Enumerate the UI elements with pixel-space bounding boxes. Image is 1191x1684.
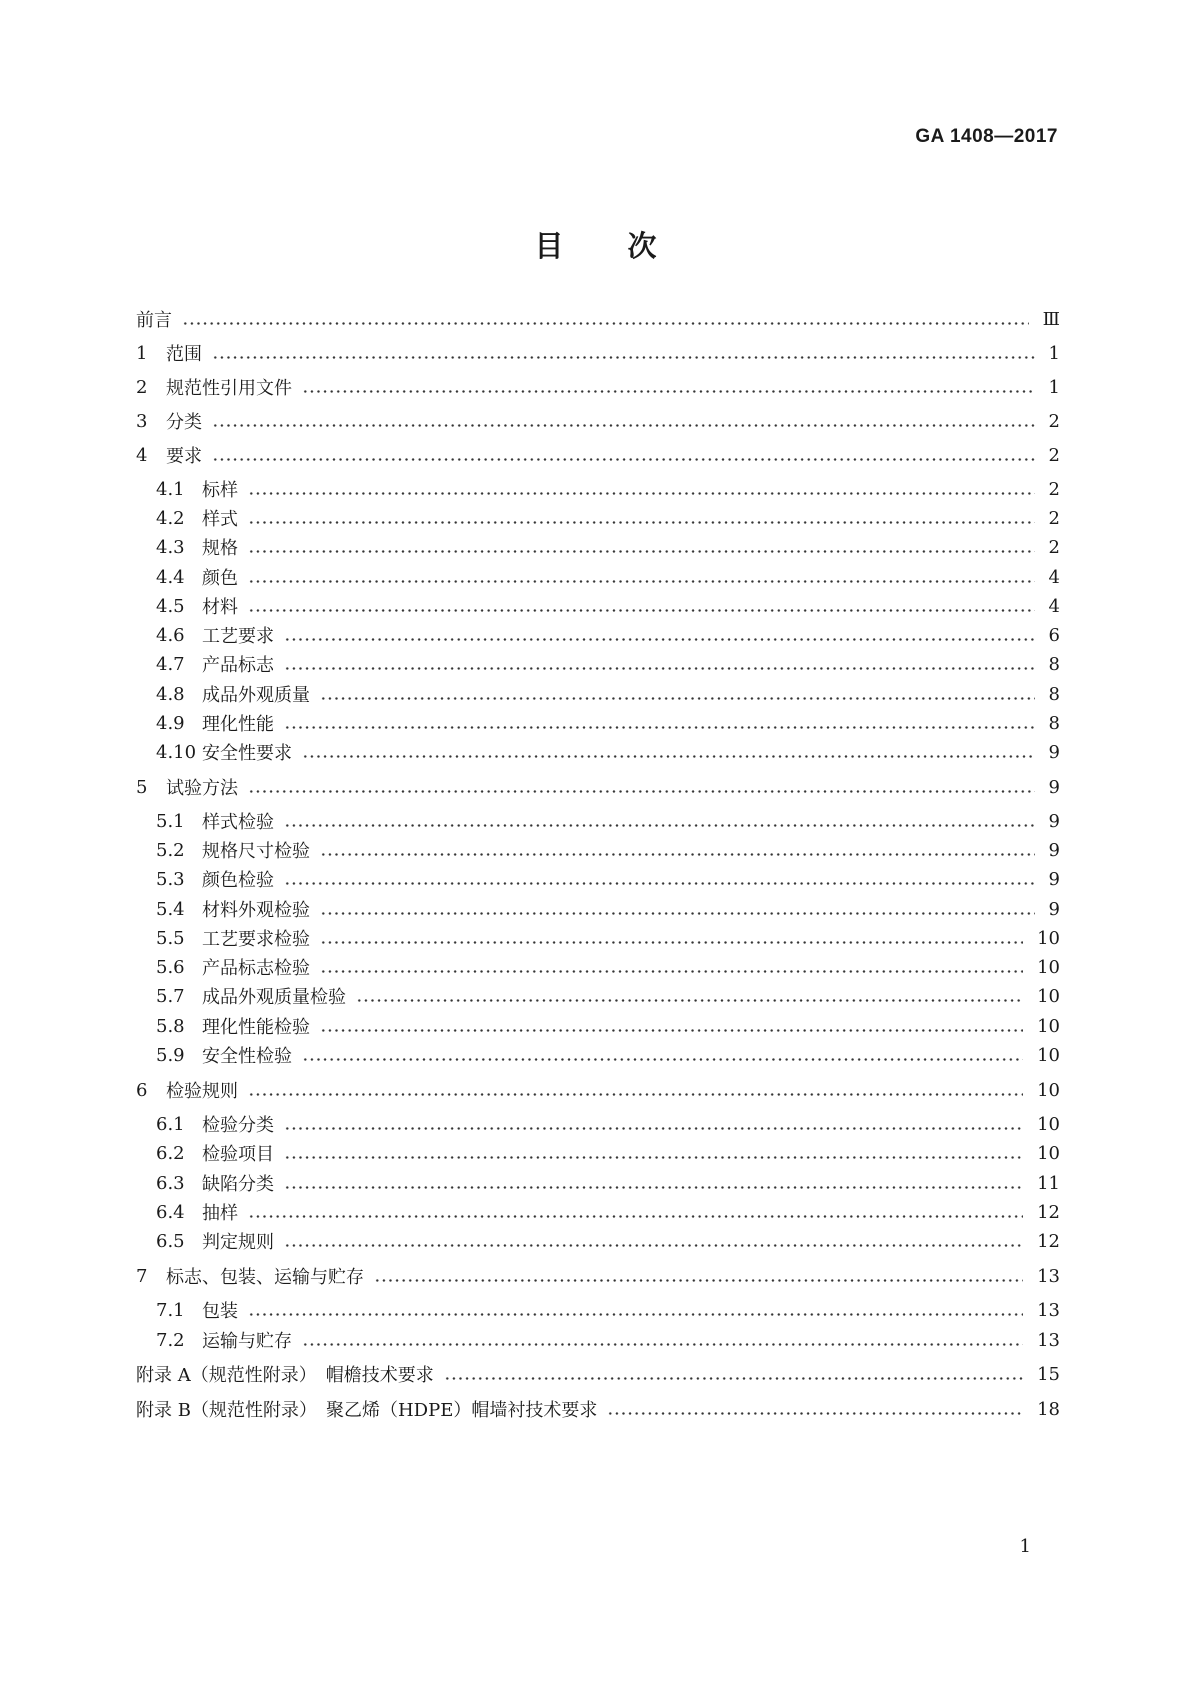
toc-leader-dots bbox=[444, 1365, 1023, 1383]
toc-entry-number: 5.3 bbox=[156, 868, 185, 890]
toc-entry-number: 4.4 bbox=[156, 566, 185, 588]
toc-entry-page: 15 bbox=[1037, 1363, 1060, 1385]
toc-leader-dots bbox=[320, 929, 1023, 947]
toc-entry-title: 要求 bbox=[166, 446, 202, 467]
toc-leader-dots bbox=[212, 344, 1035, 362]
toc-entry[interactable] bbox=[136, 1263, 1060, 1289]
toc-entry[interactable] bbox=[156, 1297, 1060, 1323]
toc-entry-title: 理化性能检验 bbox=[202, 1017, 310, 1038]
toc-leader-dots bbox=[284, 812, 1035, 830]
toc-entry-page: 11 bbox=[1037, 1172, 1060, 1194]
toc-entry-page: 2 bbox=[1048, 444, 1060, 466]
toc-entry-number: 5.1 bbox=[156, 810, 185, 832]
toc-entry-title: 材料 bbox=[202, 597, 238, 618]
toc-entry-page: 2 bbox=[1048, 507, 1060, 529]
toc-entry-title: 检验分类 bbox=[202, 1115, 274, 1136]
toc-entry[interactable] bbox=[156, 1013, 1060, 1039]
toc-entry-page: 2 bbox=[1048, 536, 1060, 558]
toc-entry[interactable] bbox=[156, 534, 1060, 560]
toc-entry[interactable] bbox=[156, 1228, 1060, 1254]
toc-entry-page: 10 bbox=[1037, 1015, 1060, 1037]
toc-leader-dots bbox=[284, 870, 1035, 888]
toc-entry-page: 4 bbox=[1048, 595, 1060, 617]
toc-entry-page: 8 bbox=[1048, 653, 1060, 675]
toc-entry[interactable] bbox=[136, 306, 1060, 332]
toc-entry-title: 抽样 bbox=[202, 1203, 238, 1224]
toc-entry-number: 4.6 bbox=[156, 624, 185, 646]
toc-entry-title: 规格 bbox=[202, 538, 238, 559]
toc-entry-number: 1 bbox=[136, 342, 148, 364]
toc-leader-dots bbox=[284, 1232, 1023, 1250]
toc-entry-page: 10 bbox=[1037, 1113, 1060, 1135]
toc-entry-title: 附录 B（规范性附录） 聚乙烯（HDPE）帽墙衬技术要求 bbox=[136, 1400, 598, 1421]
toc-leader-dots bbox=[248, 538, 1035, 556]
toc-entry-number: 5.9 bbox=[156, 1044, 185, 1066]
toc-entry-number: 6.4 bbox=[156, 1201, 185, 1223]
toc-entry[interactable] bbox=[156, 593, 1060, 619]
toc-leader-dots bbox=[248, 480, 1035, 498]
toc-entry-page: 12 bbox=[1037, 1201, 1060, 1223]
toc-leader-dots bbox=[302, 743, 1035, 761]
toc-entry-page: 9 bbox=[1048, 776, 1060, 798]
toc-entry-page: 9 bbox=[1048, 868, 1060, 890]
toc-entry-page: 9 bbox=[1048, 741, 1060, 763]
toc-entry[interactable] bbox=[136, 1077, 1060, 1103]
toc-entry[interactable] bbox=[136, 1361, 1060, 1387]
toc-entry-number: 4.10 bbox=[156, 741, 197, 763]
toc-entry-title: 判定规则 bbox=[202, 1232, 274, 1253]
toc-entry-title: 材料外观检验 bbox=[202, 900, 310, 921]
toc-entry-page: 9 bbox=[1048, 839, 1060, 861]
toc-leader-dots bbox=[248, 1081, 1023, 1099]
toc-entry-number: 2 bbox=[136, 376, 148, 398]
toc-entry[interactable] bbox=[156, 1111, 1060, 1137]
toc-entry[interactable] bbox=[156, 925, 1060, 951]
toc-title-char-1: 目 bbox=[534, 229, 564, 263]
toc-entry-title: 检验项目 bbox=[202, 1144, 274, 1165]
toc-entry-title: 理化性能 bbox=[202, 714, 274, 735]
toc-entry-title: 标志、包装、运输与贮存 bbox=[166, 1267, 364, 1288]
toc-leader-dots bbox=[248, 568, 1035, 586]
toc-entry-title: 产品标志检验 bbox=[202, 958, 310, 979]
toc-entry-number: 4.2 bbox=[156, 507, 185, 529]
toc-entry-number: 4.8 bbox=[156, 683, 185, 705]
toc-leader-dots bbox=[248, 778, 1035, 796]
toc-entry[interactable] bbox=[156, 983, 1060, 1009]
toc-leader-dots bbox=[320, 900, 1035, 918]
toc-entry-title: 范围 bbox=[166, 344, 202, 365]
toc-entry[interactable] bbox=[136, 442, 1060, 468]
toc-entry[interactable] bbox=[136, 408, 1060, 434]
toc-entry[interactable] bbox=[156, 651, 1060, 677]
toc-entry-page: 8 bbox=[1048, 712, 1060, 734]
toc-leader-dots bbox=[302, 1331, 1023, 1349]
toc-entry-title: 安全性检验 bbox=[202, 1046, 292, 1067]
toc-title-char-2: 次 bbox=[627, 229, 657, 263]
toc-entry-page: 13 bbox=[1037, 1329, 1060, 1351]
toc-entry-page: 2 bbox=[1048, 478, 1060, 500]
toc-entry[interactable] bbox=[156, 1170, 1060, 1196]
toc-entry-title: 缺陷分类 bbox=[202, 1174, 274, 1195]
toc-leader-dots bbox=[248, 509, 1035, 527]
toc-entry-number: 7 bbox=[136, 1265, 148, 1287]
toc-entry-page: 10 bbox=[1037, 956, 1060, 978]
toc-entry-title: 附录 A（规范性附录） 帽檐技术要求 bbox=[136, 1365, 434, 1386]
toc-entry-number: 5 bbox=[136, 776, 148, 798]
toc-leader-dots bbox=[356, 987, 1023, 1005]
toc-entry-title: 成品外观质量检验 bbox=[202, 987, 346, 1008]
toc-entry-page: 10 bbox=[1037, 927, 1060, 949]
toc-entry-title: 产品标志 bbox=[202, 655, 274, 676]
toc-entry-page: 10 bbox=[1037, 1044, 1060, 1066]
toc-entry-title: 标样 bbox=[202, 480, 238, 501]
toc-entry-number: 6.2 bbox=[156, 1142, 185, 1164]
toc-entry[interactable] bbox=[156, 1042, 1060, 1068]
toc-entry-page: 13 bbox=[1037, 1299, 1060, 1321]
toc-entry-page: 4 bbox=[1048, 566, 1060, 588]
toc-entry[interactable] bbox=[156, 954, 1060, 980]
toc-entry-number: 5.6 bbox=[156, 956, 185, 978]
toc-entry-title: 试验方法 bbox=[166, 778, 238, 799]
toc-leader-dots bbox=[320, 685, 1035, 703]
toc-entry-title: 样式检验 bbox=[202, 812, 274, 833]
standard-code: GA 1408—2017 bbox=[915, 126, 1058, 147]
toc-entry-number: 4.3 bbox=[156, 536, 185, 558]
toc-entry-title: 成品外观质量 bbox=[202, 685, 310, 706]
toc-entry[interactable] bbox=[136, 1396, 1060, 1422]
toc-entry-number: 7.2 bbox=[156, 1329, 185, 1351]
toc-entry[interactable] bbox=[156, 739, 1060, 765]
toc-entry-number: 6 bbox=[136, 1079, 148, 1101]
toc-entry-number: 5.2 bbox=[156, 839, 185, 861]
toc-leader-dots bbox=[182, 310, 1029, 328]
toc-entry[interactable] bbox=[156, 1199, 1060, 1225]
toc-entry[interactable] bbox=[136, 774, 1060, 800]
toc-entry-title: 规范性引用文件 bbox=[166, 378, 292, 399]
toc-entry-page: 10 bbox=[1037, 1142, 1060, 1164]
toc-leader-dots bbox=[248, 1203, 1023, 1221]
toc-entry[interactable] bbox=[136, 340, 1060, 366]
toc-leader-dots bbox=[212, 446, 1035, 464]
toc-leader-dots bbox=[284, 626, 1035, 644]
toc-entry[interactable] bbox=[156, 837, 1060, 863]
toc-entry-page: Ⅲ bbox=[1042, 308, 1060, 330]
toc-entry-number: 4 bbox=[136, 444, 148, 466]
toc-entry-page: 2 bbox=[1048, 410, 1060, 432]
toc-entry[interactable] bbox=[156, 1327, 1060, 1353]
toc-entry-title: 安全性要求 bbox=[202, 743, 292, 764]
toc-entry[interactable] bbox=[156, 476, 1060, 502]
toc-entry[interactable] bbox=[156, 808, 1060, 834]
toc-entry-number: 6.1 bbox=[156, 1113, 185, 1135]
toc-entry-number: 5.5 bbox=[156, 927, 185, 949]
page-number: 1 bbox=[1019, 1536, 1031, 1557]
toc-entry[interactable] bbox=[156, 681, 1060, 707]
toc-leader-dots bbox=[607, 1400, 1023, 1418]
toc-entry[interactable] bbox=[156, 896, 1060, 922]
toc-entry[interactable] bbox=[156, 564, 1060, 590]
toc-entry-title: 样式 bbox=[202, 509, 238, 530]
toc-entry[interactable] bbox=[136, 374, 1060, 400]
toc-leader-dots bbox=[248, 1301, 1023, 1319]
toc-entry-number: 4.1 bbox=[156, 478, 185, 500]
toc-leader-dots bbox=[320, 958, 1023, 976]
toc-entry-title: 工艺要求检验 bbox=[202, 929, 310, 950]
toc-entry-page: 10 bbox=[1037, 985, 1060, 1007]
toc-entry[interactable] bbox=[156, 505, 1060, 531]
toc-entry-page: 1 bbox=[1048, 376, 1060, 398]
toc-leader-dots bbox=[320, 1017, 1023, 1035]
toc-entry-number: 4.9 bbox=[156, 712, 185, 734]
toc-entry[interactable] bbox=[156, 710, 1060, 736]
toc-entry-page: 13 bbox=[1037, 1265, 1060, 1287]
toc-entry-title: 分类 bbox=[166, 412, 202, 433]
toc-entry-page: 6 bbox=[1048, 624, 1060, 646]
toc-entry-page: 8 bbox=[1048, 683, 1060, 705]
toc-entry-title: 颜色 bbox=[202, 568, 238, 589]
toc-leader-dots bbox=[248, 597, 1035, 615]
toc-entry-number: 5.4 bbox=[156, 898, 185, 920]
toc-entry-title: 运输与贮存 bbox=[202, 1331, 292, 1352]
toc-entry-title: 包装 bbox=[202, 1301, 238, 1322]
toc-entry-number: 6.3 bbox=[156, 1172, 185, 1194]
toc-entry-number: 4.7 bbox=[156, 653, 185, 675]
toc-leader-dots bbox=[212, 412, 1035, 430]
toc-entry-number: 3 bbox=[136, 410, 148, 432]
toc-entry-number: 5.8 bbox=[156, 1015, 185, 1037]
toc-entry-page: 12 bbox=[1037, 1230, 1060, 1252]
toc-leader-dots bbox=[374, 1267, 1023, 1285]
toc-leader-dots bbox=[302, 378, 1035, 396]
toc-entry-title: 前言 bbox=[136, 310, 172, 331]
toc-entry-number: 6.5 bbox=[156, 1230, 185, 1252]
toc-leader-dots bbox=[284, 655, 1035, 673]
toc-entry-number: 4.5 bbox=[156, 595, 185, 617]
toc-leader-dots bbox=[284, 714, 1035, 732]
toc-entry-title: 工艺要求 bbox=[202, 626, 274, 647]
toc-entry-page: 1 bbox=[1048, 342, 1060, 364]
toc-entry-page: 18 bbox=[1037, 1398, 1060, 1420]
toc-entry-title: 检验规则 bbox=[166, 1081, 238, 1102]
toc-entry-number: 5.7 bbox=[156, 985, 185, 1007]
toc-entry-page: 10 bbox=[1037, 1079, 1060, 1101]
toc-entry-title: 规格尺寸检验 bbox=[202, 841, 310, 862]
toc-title bbox=[0, 224, 1191, 265]
toc-leader-dots bbox=[320, 841, 1035, 859]
toc-entry[interactable] bbox=[156, 866, 1060, 892]
toc-leader-dots bbox=[284, 1115, 1023, 1133]
toc-entry-number: 7.1 bbox=[156, 1299, 185, 1321]
toc-leader-dots bbox=[284, 1174, 1023, 1192]
toc-entry[interactable] bbox=[156, 622, 1060, 648]
toc-entry-title: 颜色检验 bbox=[202, 870, 274, 891]
toc-entry-page: 9 bbox=[1048, 810, 1060, 832]
toc-leader-dots bbox=[284, 1144, 1023, 1162]
toc-entry-page: 9 bbox=[1048, 898, 1060, 920]
toc-entry[interactable] bbox=[156, 1140, 1060, 1166]
toc-leader-dots bbox=[302, 1046, 1023, 1064]
